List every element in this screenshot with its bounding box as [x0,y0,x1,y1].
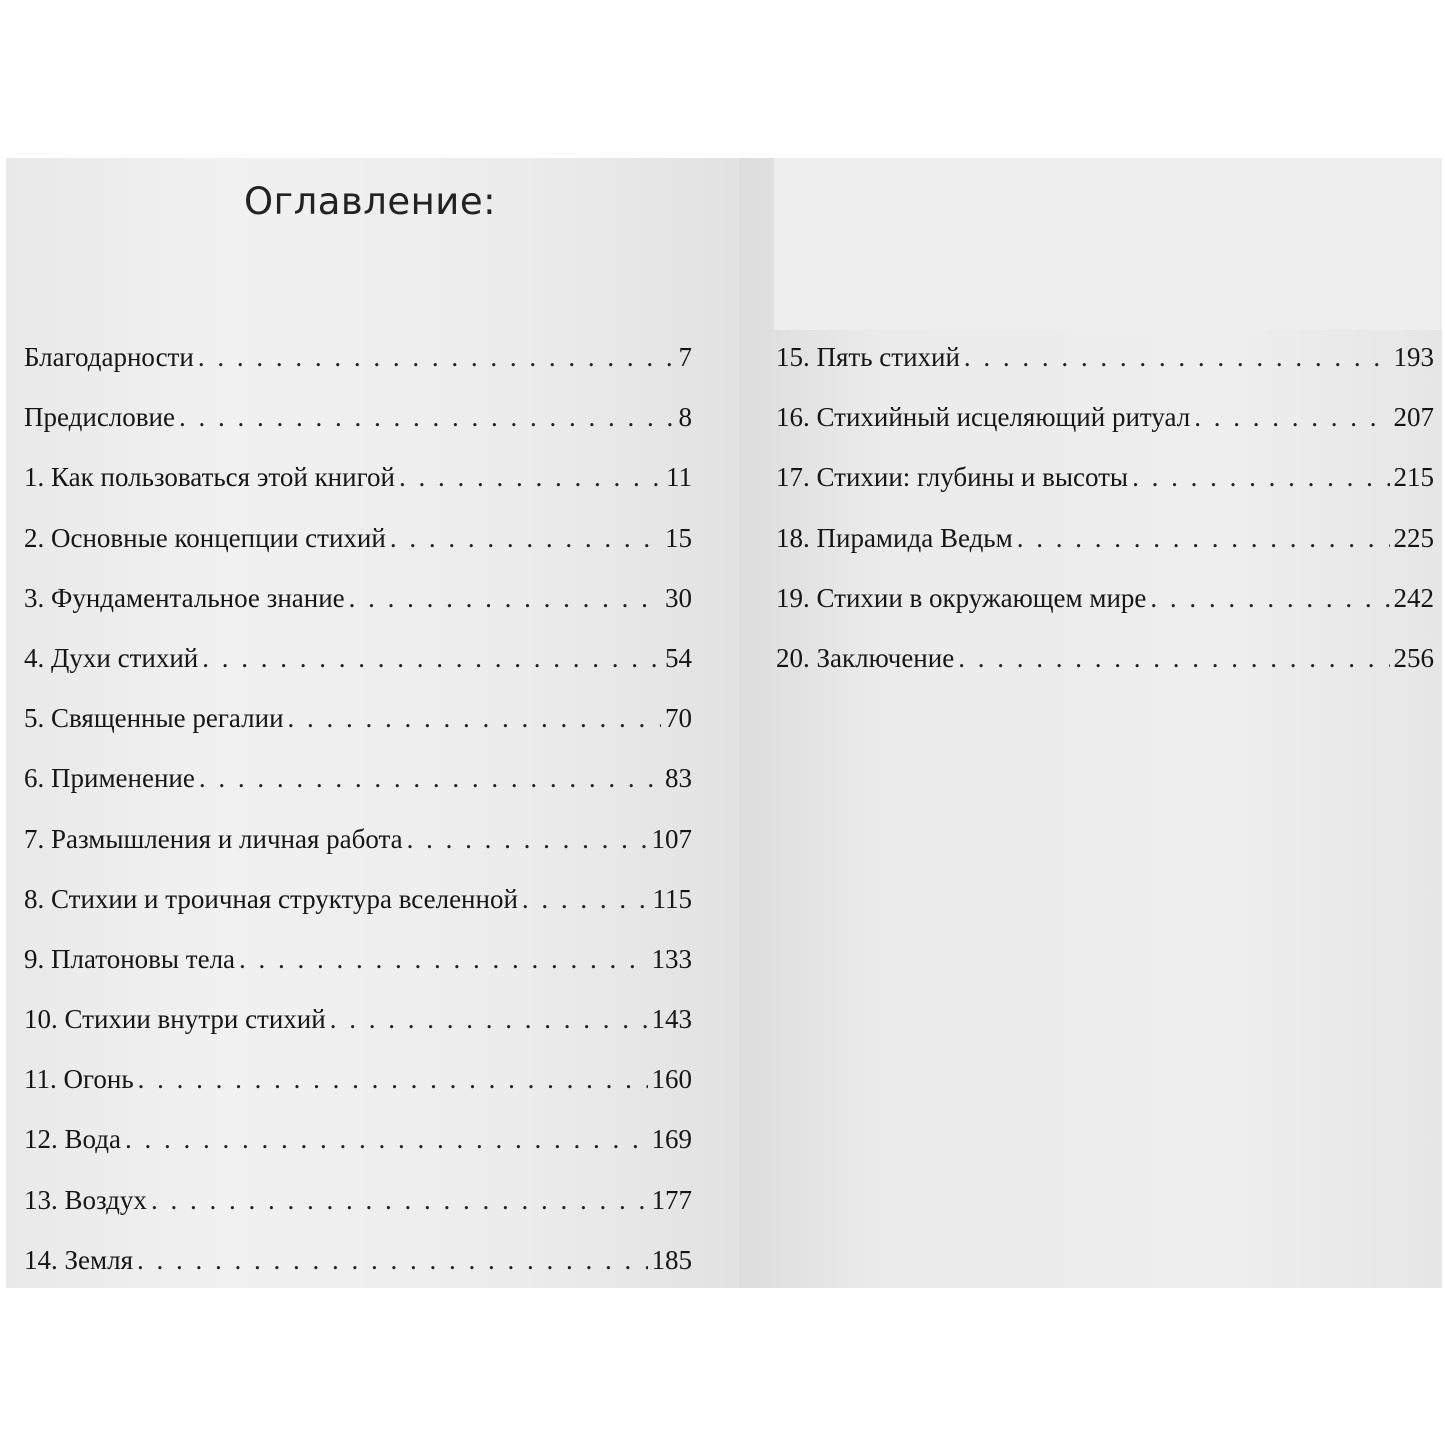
dot-leader [964,342,1390,373]
dot-leader [198,342,675,373]
toc-entry-title: 8. Стихии и троичная структура вселенной [24,883,518,914]
toc-entry-page-number: 177 [651,1184,692,1215]
toc-entry-page-number: 15 [665,522,692,553]
toc-heading: Оглавление: [244,180,497,223]
toc-entry-page-number: 185 [651,1244,692,1275]
dot-leader [179,402,675,433]
toc-entry [24,1004,692,1064]
toc-entry [24,703,692,763]
dot-leader [239,944,647,975]
toc-entry [24,763,692,823]
dot-leader [137,1245,648,1276]
toc-left-column [24,342,692,1305]
dot-leader [958,643,1389,674]
dot-leader [330,1004,648,1035]
toc-entry-title: 2. Основные концепции стихий [24,522,386,553]
dot-leader [138,1064,648,1095]
toc-entry [24,342,692,402]
dot-leader [1194,402,1389,433]
toc-entry-page-number: 8 [678,402,692,433]
toc-entry-title: 11. Огонь [24,1064,134,1095]
toc-entry-page-number: 207 [1393,402,1434,433]
dot-leader [125,1124,648,1155]
dot-leader [199,763,661,794]
toc-entry [776,583,1434,643]
toc-entry-title: 18. Пирамида Ведьм [776,522,1013,553]
toc-entry-page-number: 160 [651,1064,692,1095]
toc-entry-title: 4. Духи стихий [24,642,199,673]
toc-entry-title: 7. Размышления и личная работа [24,823,403,854]
dot-leader [202,643,661,674]
toc-entry-page-number: 11 [666,462,692,493]
toc-entry [24,1124,692,1184]
toc-entry [776,523,1434,583]
toc-entry [24,402,692,462]
dot-leader [399,462,662,493]
toc-entry-title: 9. Платоновы тела [24,943,236,974]
toc-entry [776,402,1434,462]
toc-entry [776,462,1434,522]
book-spread [6,158,1442,1288]
toc-entry-title: 5. Священные регалии [24,703,284,734]
dot-leader [151,1185,648,1216]
toc-entry-page-number: 7 [678,342,692,372]
dot-leader [522,884,649,915]
toc-entry [24,884,692,944]
toc-entry-page-number: 242 [1393,582,1434,613]
toc-entry-title: 6. Применение [24,763,195,794]
toc-entry [24,583,692,643]
toc-entry [24,523,692,583]
toc-entry-title: 3. Фундаментальное знание [24,582,345,613]
toc-entry-page-number: 225 [1393,522,1434,553]
dot-leader [407,824,648,855]
toc-entry [24,944,692,1004]
toc-entry [24,824,692,884]
toc-entry-title: Благодарности [24,342,194,372]
toc-entry-page-number: 30 [665,582,692,613]
dot-leader [1132,462,1389,493]
toc-entry [776,342,1434,402]
toc-entry-page-number: 169 [651,1124,692,1155]
toc-entry [24,1185,692,1245]
dot-leader [390,523,661,554]
toc-entry [24,1064,692,1124]
dot-leader [1150,583,1389,614]
toc-entry-title: 12. Вода [24,1124,121,1155]
toc-entry-title: 20. Заключение [776,642,955,673]
toc-entry-page-number: 133 [651,943,692,974]
toc-entry-title: 15. Пять стихий [776,342,960,372]
toc-entry-title: 14. Земля [24,1244,133,1275]
toc-entry-title: 17. Стихии: глубины и высоты [776,462,1129,493]
toc-entry [776,643,1434,703]
toc-entry-page-number: 107 [651,823,692,854]
toc-entry-page-number: 54 [665,642,692,673]
toc-entry [24,643,692,703]
dot-leader [349,583,661,614]
toc-entry-title: 19. Стихии в окружающем мире [776,582,1147,613]
dot-leader [288,703,661,734]
toc-entry-page-number: 215 [1393,462,1434,493]
toc-entry-page-number: 143 [651,1004,692,1035]
toc-entry-title: Предисловие [24,402,175,433]
toc-entry [24,462,692,522]
toc-entry-page-number: 256 [1393,642,1434,673]
toc-entry-title: 13. Воздух [24,1184,147,1215]
toc-right-column [776,342,1434,703]
toc-entry [24,1245,692,1305]
toc-entry-page-number: 83 [665,763,692,794]
toc-entry-title: 10. Стихии внутри стихий [24,1004,326,1035]
toc-entry-page-number: 193 [1393,342,1434,372]
toc-entry-title: 16. Стихийный исцеляющий ритуал [776,402,1191,433]
toc-entry-page-number: 115 [652,883,692,914]
blank-area [774,158,1442,330]
dot-leader [1017,523,1390,554]
toc-entry-page-number: 70 [665,703,692,734]
toc-entry-title: 1. Как пользоваться этой книгой [24,462,395,493]
